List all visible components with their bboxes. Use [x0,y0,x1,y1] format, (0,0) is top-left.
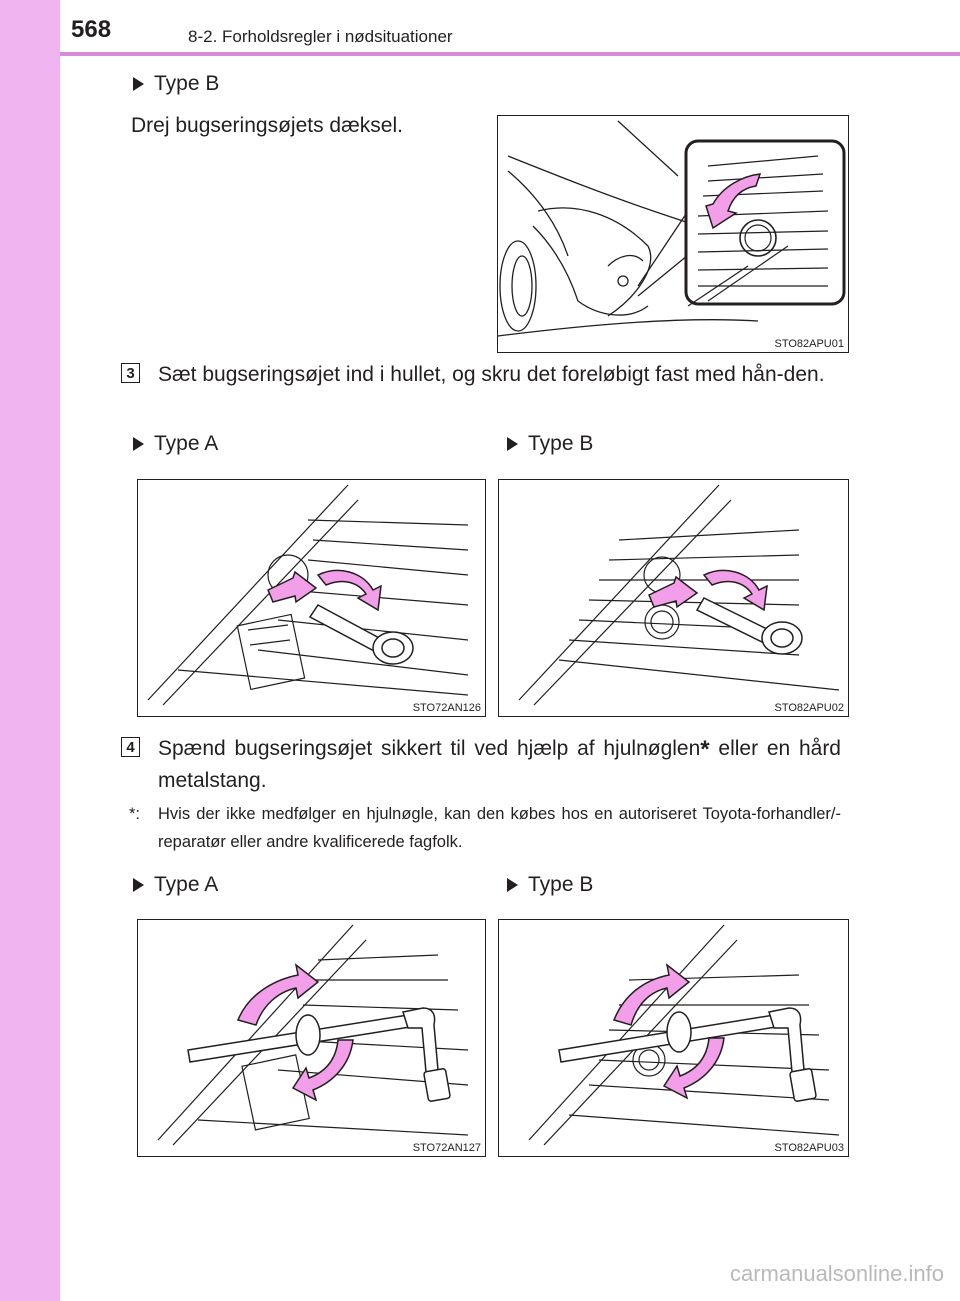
type-a-label: Type A [154,432,219,455]
step-4-type-a-heading [133,873,218,897]
side-tab [0,0,60,1301]
type-b-heading [133,72,219,96]
step-3-type-b-heading [507,432,593,456]
watermark[interactable]: carmanualsonline.info [729,1261,944,1286]
figure-tow-eye-cover [497,115,849,353]
type-b-label: Type B [528,873,594,896]
figure-code: STO72AN127 [412,1142,481,1154]
bullet-triangle-icon [133,437,144,451]
figure-code: STO82APU02 [774,702,844,714]
insert-tow-eye-a-illustration [138,480,485,716]
step-4-text-before: Spænd bugseringsøjet sikkert til ved hjælp af hjulnøglen [158,737,701,760]
header-rule [60,52,960,56]
figure-tighten-tow-eye-type-b [498,919,849,1157]
type-a-label: Type A [154,873,219,896]
asterisk-marker: * [700,736,710,763]
step-number-4: 4 [121,737,140,757]
tighten-tow-eye-a-illustration [138,920,485,1156]
step-4-text-after: eller en hård metalstang. [158,737,841,792]
page-number: 568 [71,16,112,43]
step-3-type-a-heading [133,432,218,456]
type-b-label: Type B [528,432,594,455]
step-4-text [158,733,841,796]
figure-tighten-tow-eye-type-a [137,919,486,1157]
figure-code: STO82APU03 [774,1142,844,1154]
figure-code: STO82APU01 [774,338,844,350]
step-number-3: 3 [121,363,140,383]
tow-eye-cover-illustration [498,116,848,352]
insert-tow-eye-b-illustration [499,480,848,716]
figure-insert-tow-eye-type-b [498,479,849,717]
section-title: 8-2. Forholdsregler i nødsituationer [188,27,453,46]
figure-code: STO72AN126 [412,702,481,714]
bullet-triangle-icon [133,878,144,892]
step-3-text: Sæt bugseringsøjet ind i hullet, og skru det foreløbigt fast med hån-den. [158,363,825,386]
bullet-triangle-icon [133,77,144,91]
bullet-triangle-icon [507,878,518,892]
step-4-type-b-heading [507,873,593,897]
bullet-triangle-icon [507,437,518,451]
footnote-marker: *: [129,805,141,823]
footnote-text: Hvis der ikke medfølger en hjulnøgle, kan den købes hos en autoriseret Toyota-forhandler/-reparatør eller andre kvalificerede fagfolk. [158,805,841,851]
insert-arrow-icon [268,572,316,602]
type-b-label: Type B [154,72,220,95]
tighten-tow-eye-b-illustration [499,920,848,1156]
figure-insert-tow-eye-type-a [137,479,486,717]
rotate-arrow-icon [318,570,381,610]
type-b-instruction: Drej bugseringsøjets dæksel. [131,114,403,137]
